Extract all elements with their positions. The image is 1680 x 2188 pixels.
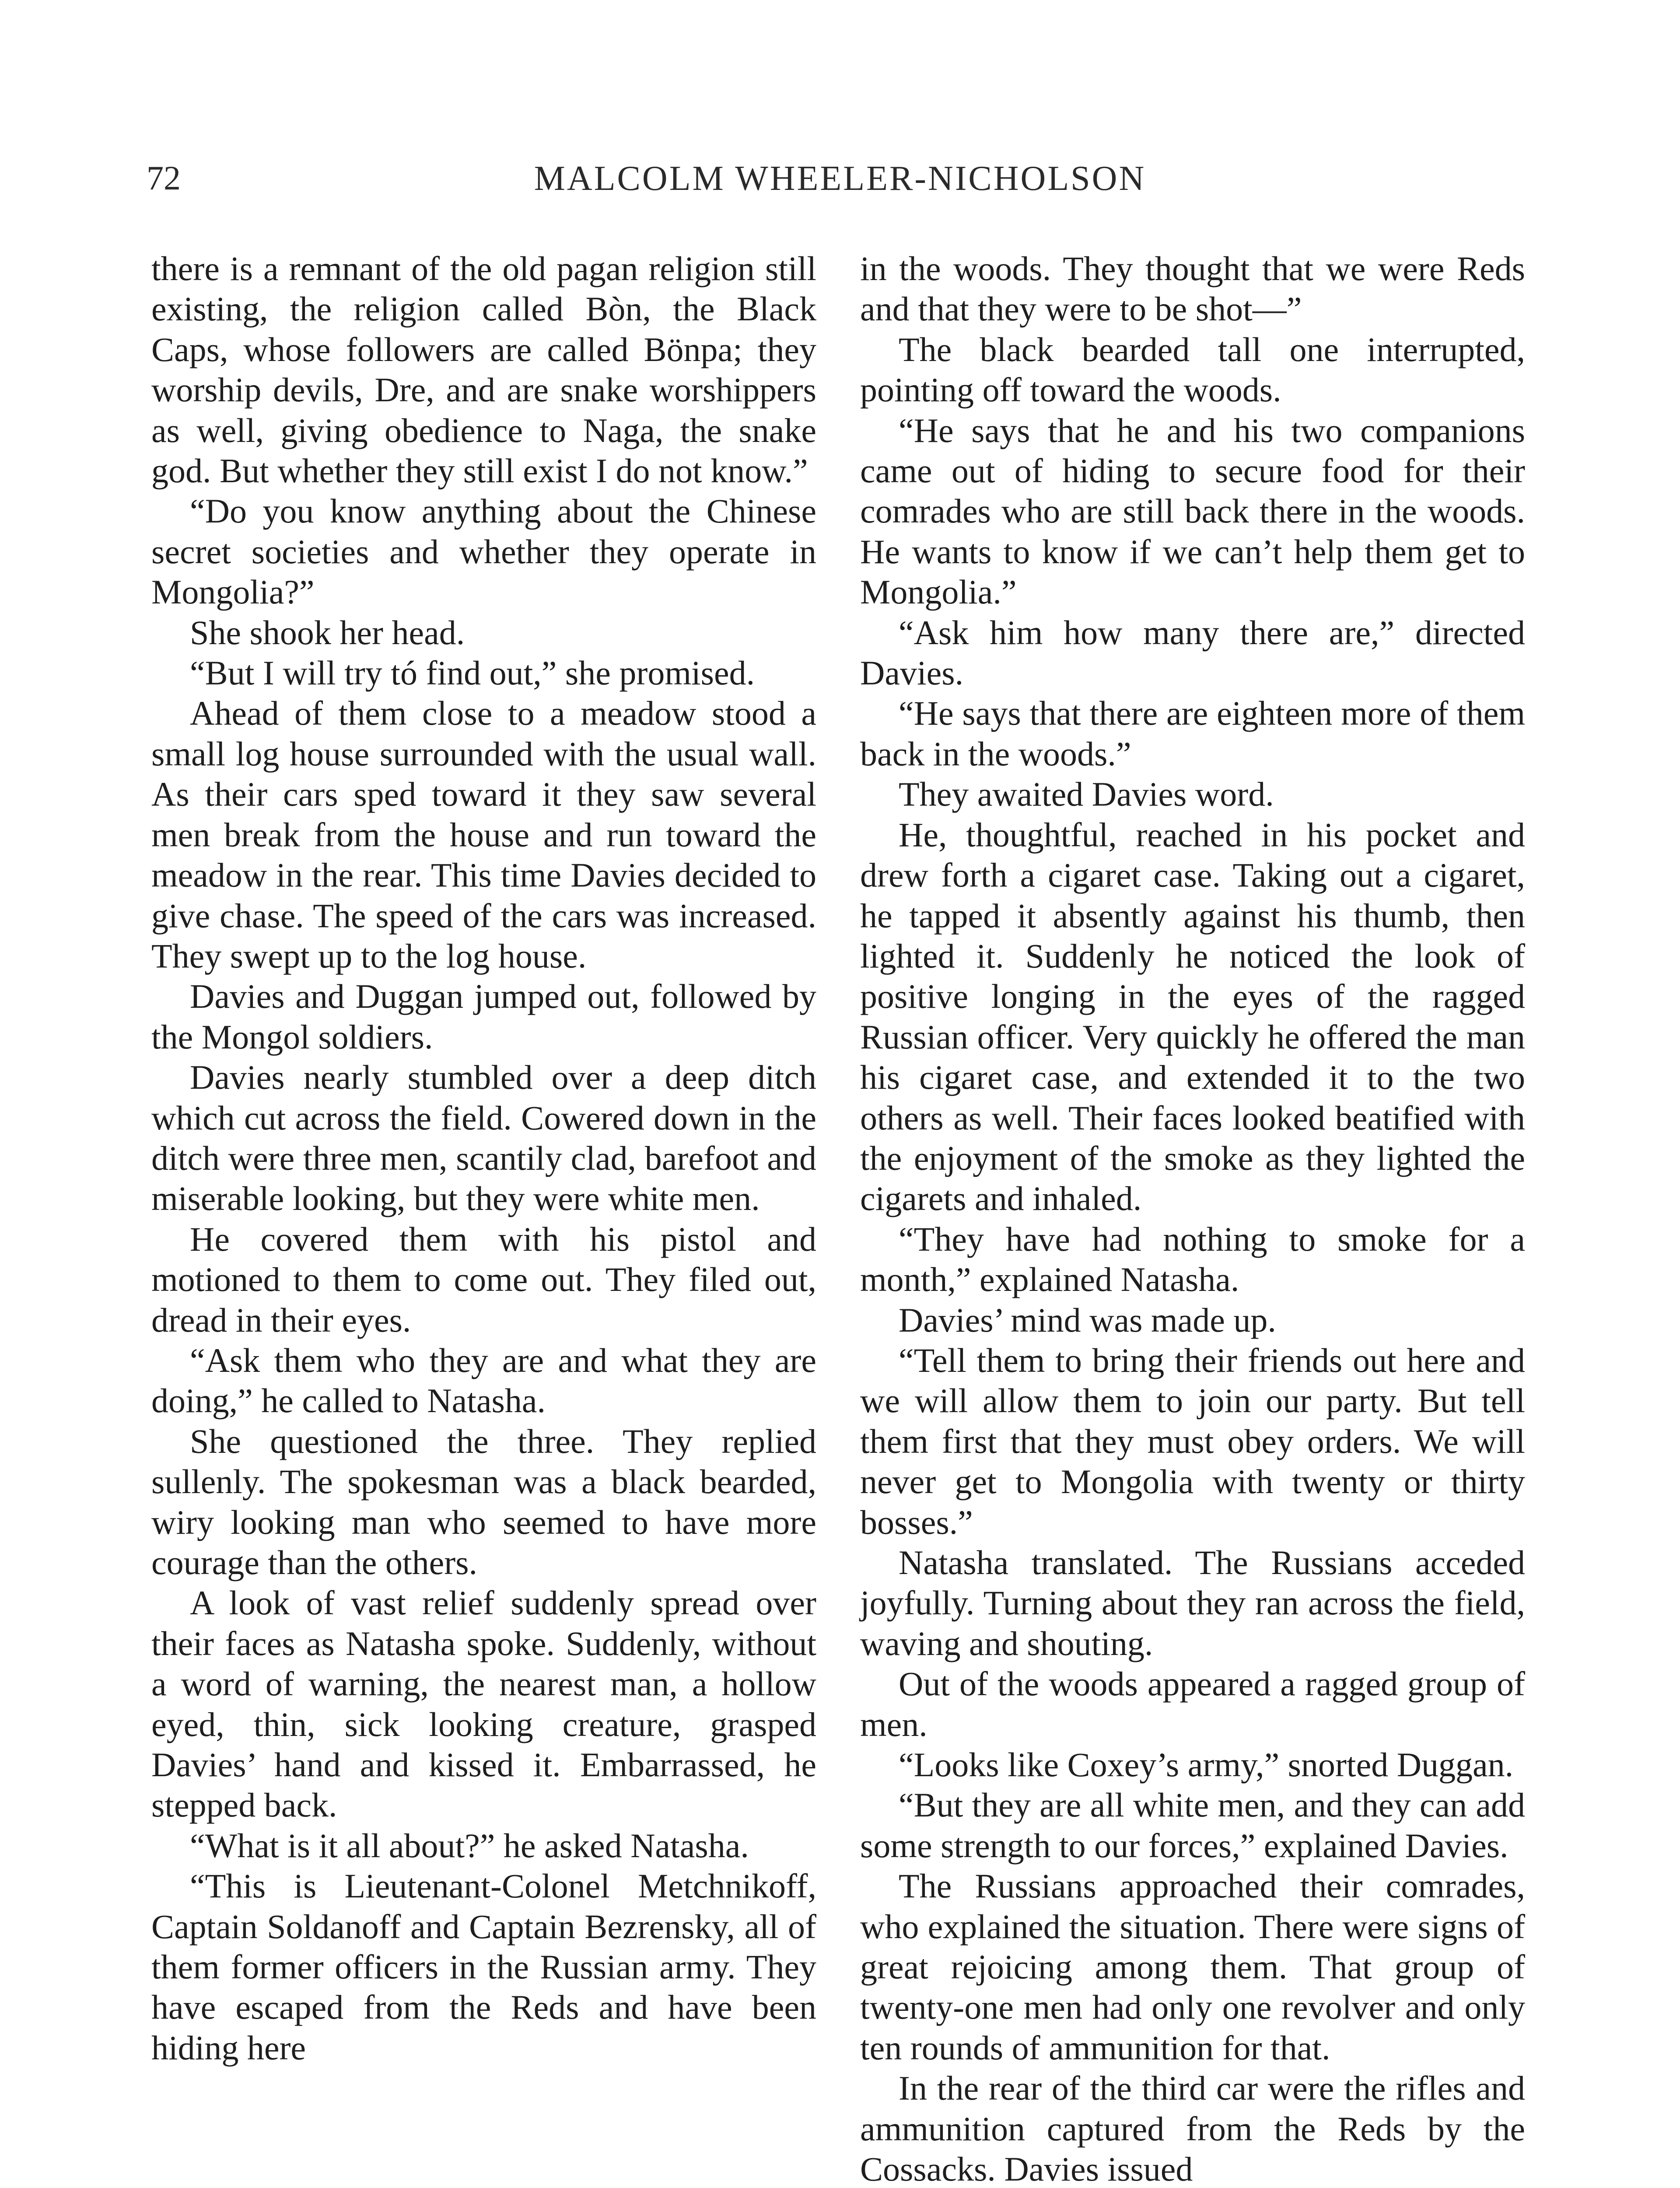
- paragraph: The Russians approached their comrades, who explained the situation. There were signs of great rejoicing among them. That group of twenty-one men had only one revolver and only ten rounds of ammunition for that.: [860, 1867, 1525, 2067]
- paragraph: “Do you know anything about the Chinese secret societies and whether they operate in Mongolia?”: [151, 492, 816, 611]
- paragraph: Out of the woods appeared a ragged group of men.: [860, 1665, 1525, 1743]
- paragraph: In the rear of the third car were the rifles and ammunition captured from the Reds by the Cossacks. Davies issued: [860, 2069, 1525, 2188]
- page-number: 72: [147, 159, 181, 197]
- paragraph: “But they are all white men, and they can add some strength to our forces,” explained Davies.: [860, 1786, 1525, 1865]
- paragraph: She shook her head.: [190, 613, 465, 652]
- paragraph: in the woods. They thought that we were Reds and that they were to be shot—”: [860, 249, 1525, 328]
- paragraph: They awaited Davies word.: [899, 775, 1274, 813]
- paragraph: He covered them with his pistol and motioned to them to come out. They filed out, dread in their eyes.: [151, 1220, 816, 1339]
- paragraph: Davies’ mind was made up.: [899, 1301, 1276, 1339]
- paragraph: The black bearded tall one interrupted, pointing off toward the woods.: [860, 330, 1525, 409]
- paragraph: Natasha translated. The Russians acceded joyfully. Turning about they ran across the field, waving and shouting.: [860, 1543, 1525, 1662]
- paragraph: A look of vast relief suddenly spread over their faces as Natasha spoke. Suddenly, without a word of warning, the nearest man, a hollow eyed, thin, sick looking creature, grasped Davies’ hand and kissed it. Embarrassed, he stepped back.: [151, 1584, 816, 1824]
- paragraph: He, thoughtful, reached in his pocket and drew forth a cigaret case. Taking out a cigaret, he tapped it absently against his thumb, then lighted it. Suddenly he noticed the look of positive longing in the eyes of the ragged Russian officer. Very quickly he offered the man his cigaret case, and extended it to the two others as well. Their faces looked beatified with the enjoyment of the smoke as they lighted the cigarets and inhaled.: [860, 815, 1525, 1218]
- paragraph: “What is it all about?” he asked Natasha.: [190, 1826, 749, 1865]
- paragraph: “Tell them to bring their friends out here and we will allow them to join our party. But tell them first that they must obey orders. We will never get to Mongolia with twenty or thirty bosses.”: [860, 1341, 1525, 1541]
- right-column: [860, 249, 1525, 2188]
- paragraph: Davies nearly stumbled over a deep ditch which cut across the field. Cowered down in the ditch were three men, scantily clad, barefoot and miserable looking, but they were white men.: [151, 1058, 816, 1218]
- paragraph: “He says that he and his two companions came out of hiding to secure food for their comrades who are still back there in the woods. He wants to know if we can’t help them get to Mongolia.”: [860, 411, 1525, 611]
- paragraph: Ahead of them close to a meadow stood a small log house surrounded with the usual wall. As their cars sped toward it they saw several men break from the house and run toward the meadow in the rear. This time Davies decided to give chase. The speed of the cars was increased. They swept up to the log house.: [151, 694, 816, 975]
- paragraph: “But I will try tó find out,” she promised.: [190, 654, 755, 692]
- paragraph: “Ask them who they are and what they are doing,” he called to Natasha.: [151, 1341, 816, 1420]
- paragraph: “Ask him how many there are,” directed Davies.: [860, 613, 1525, 692]
- paragraph: She questioned the three. They replied sullenly. The spokesman was a black bearded, wiry looking man who seemed to have more courage than the others.: [151, 1422, 816, 1581]
- paragraph: there is a remnant of the old pagan religion still existing, the religion called Bòn, the Black Caps, whose followers are called Bönpa; they worship devils, Dre, and are snake worshippers as well, giving obedience to Naga, the snake god. But whether they still exist I do not know.”: [151, 249, 816, 490]
- paragraph: Davies and Duggan jumped out, followed by the Mongol soldiers.: [151, 977, 816, 1056]
- paragraph: “Looks like Coxey’s army,” snorted Duggan.: [899, 1746, 1514, 1784]
- paragraph: “They have had nothing to smoke for a month,” explained Natasha.: [860, 1220, 1525, 1299]
- left-column: [151, 249, 816, 2068]
- paragraph: “He says that there are eighteen more of them back in the woods.”: [860, 694, 1525, 773]
- running-head: MALCOLM WHEELER-NICHOLSON: [534, 159, 1146, 198]
- paragraph: “This is Lieutenant-Colonel Metchnikoff, Captain Soldanoff and Captain Bezrensky, all of them former officers in the Russian army. They have escaped from the Reds and have been hiding here: [151, 1867, 816, 2067]
